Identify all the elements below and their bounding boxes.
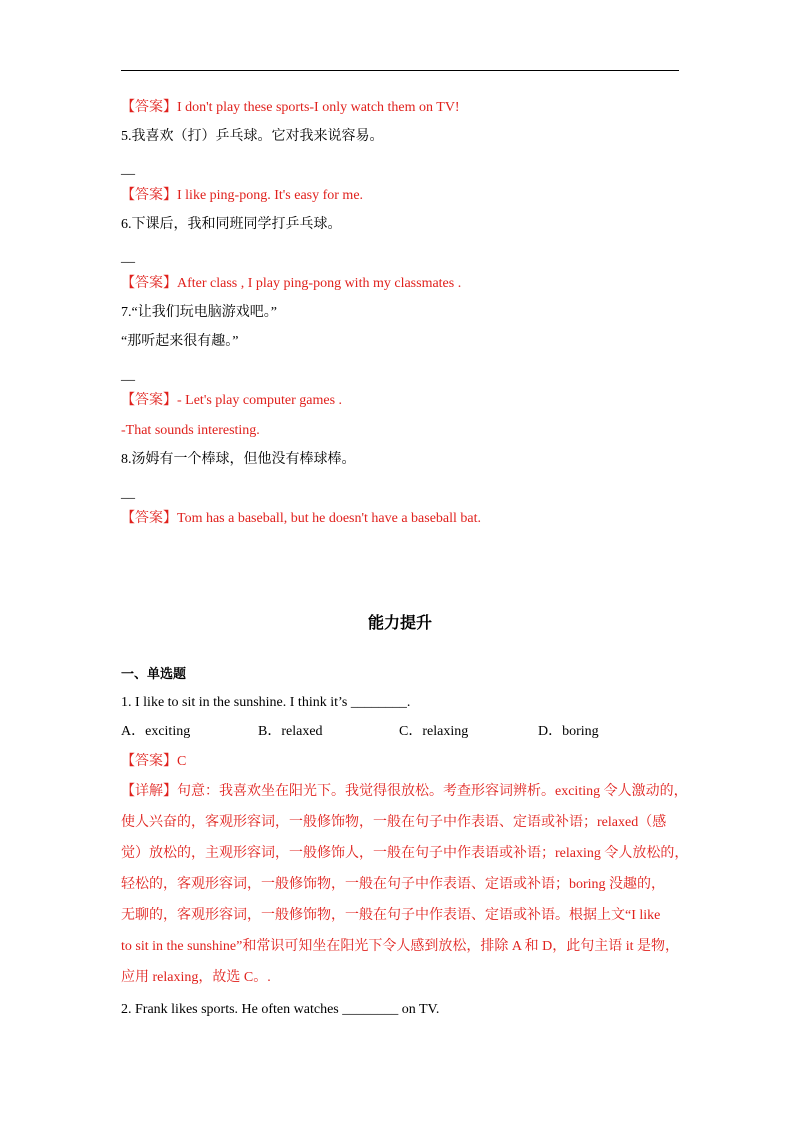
answer-blank: __ [121,250,135,265]
answer-blank: __ [121,368,135,383]
answer-line-2: -That sounds interesting. [121,423,260,438]
explanation [121,776,691,993]
option-b: B．relaxed [258,724,323,739]
answer-blank: __ [121,486,135,501]
option-d: D．boring [538,724,599,739]
option-a: A．exciting [121,724,191,739]
options-row [121,722,681,742]
question-2-stem: 2. Frank likes sports. He often watches ________ on TV. [121,1002,440,1017]
question-1-stem: 1. I like to sit in the sunshine. I think it’s ________. [121,695,411,710]
subsection-title: 一、单选题 [121,667,187,682]
answer-text: Tom has a baseball, but he doesn't have a baseball bat. [177,511,482,526]
answer-text: I like ping-pong. It's easy for me. [177,188,364,203]
answer-blank: __ [121,162,135,177]
answer-line [121,98,460,118]
question-8: 8.汤姆有一个棒球，但他没有棒球棒。 [121,452,356,467]
explanation-line: 轻松的，客观形容词，一般修饰物，一般在句子中作表语、定语或补语；boring 没趣的， [121,877,666,892]
question-5: 5.我喜欢（打）乒乓球。它对我来说容易。 [121,129,384,144]
explanation-line: 无聊的，客观形容词，一般修饰物，一般在句子中作表语、定语或补语。根据上文“I like [121,908,661,923]
answer-line [121,274,461,294]
explanation-line: 应用 relaxing，故选 C。. [121,970,271,985]
explanation-line: 使人兴奋的，客观形容词，一般修饰物，一般在句子中作表语、定语或补语；relaxed（感 [121,815,667,830]
answer-tag: 【答案】 [121,100,177,115]
answer-text: I don't play these sports-I only watch them on TV! [177,100,460,115]
explanation-line: 【详解】句意：我喜欢坐在阳光下。我觉得很放松。考查形容词辨析。exciting 令人激动的， [121,784,688,799]
answer-text: After class , I play ping-pong with my classmates . [177,276,462,291]
header-rule [121,70,679,71]
answer-text: C [177,754,187,769]
question-7-line2: “那听起来很有趣。” [121,334,239,349]
explanation-line: 觉）放松的，主观形容词，一般修饰人，一般在句子中作表语或补语；relaxing 令人放松的， [121,846,689,861]
answer-tag: 【答案】 [121,511,177,526]
explanation-line: to sit in the sunshine”和常识可知坐在阳光下令人感到放松，排除 A 和 D，此句主语 it 是物， [121,939,680,954]
answer-tag: 【答案】 [121,393,177,408]
option-c: C．relaxing [399,724,469,739]
answer-line [121,509,481,529]
question-7: 7.“让我们玩电脑游戏吧。” [121,305,277,320]
question-6: 6.下课后，我和同班同学打乒乓球。 [121,217,342,232]
section-title: 能力提升 [367,613,432,632]
answer-tag: 【答案】 [121,188,177,203]
answer-line [121,186,363,206]
answer-line [121,752,186,772]
answer-line [121,391,342,411]
answer-text: - Let's play computer games . [177,393,343,408]
answer-tag: 【答案】 [121,754,177,769]
answer-tag: 【答案】 [121,276,177,291]
